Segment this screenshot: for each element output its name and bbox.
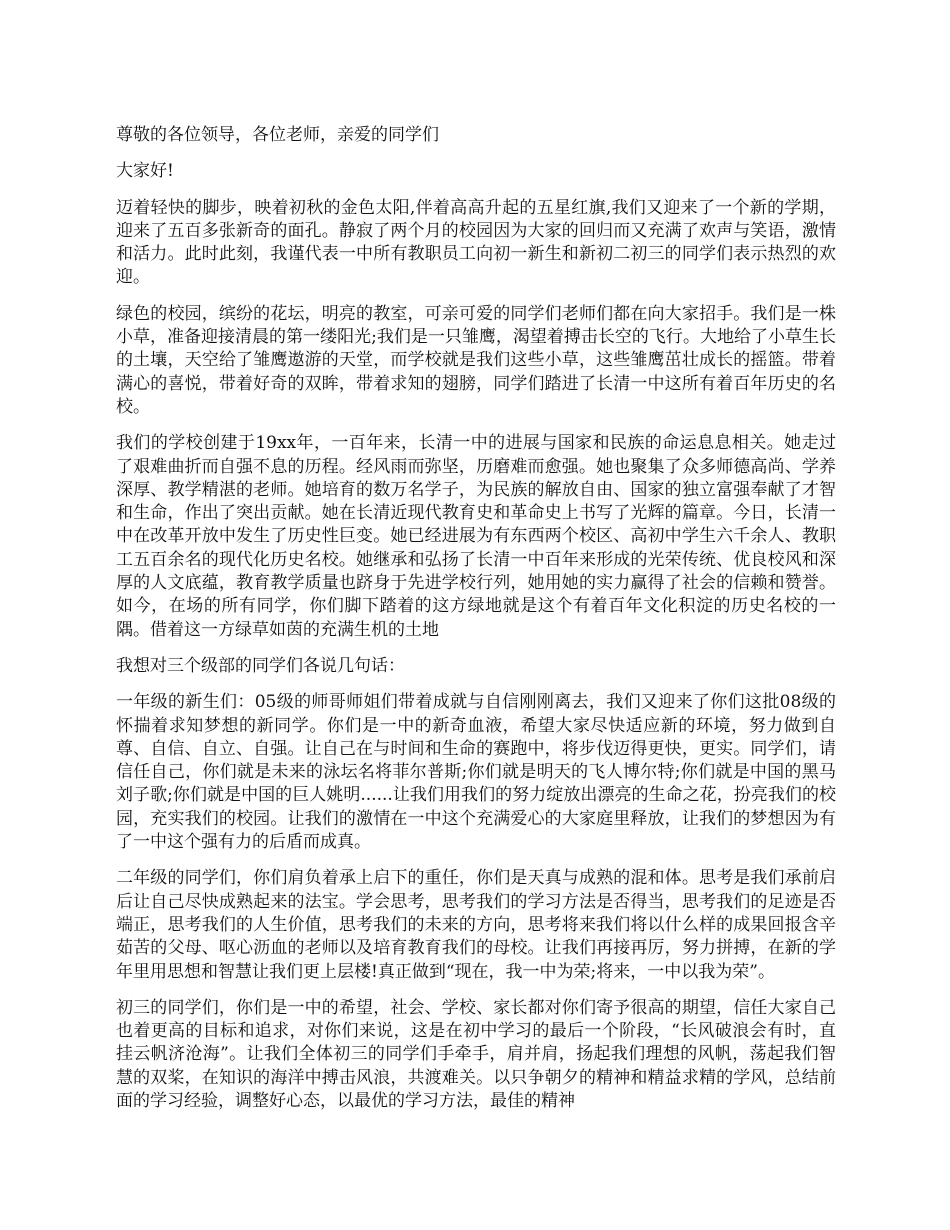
paragraph-grade-two: 二年级的同学们，你们肩负着承上启下的重任，你们是天真与成熟的混和体。思考是我们承前启后让自己尽快成熟起来的法宝。学会思考，思考我们的学习方法是否得当，思考我们的足迹是否端正，思考我们的人生价值，思考我们的未来的方向，思考将来我们将以什么样的成果回报含辛茹苦的父母、呕心沥血的老师以及培育教育我们的母校。让我们再接再厉，努力拼搏，在新的学年里用思想和智慧让我们更上层楼!真正做到“现在，我一中为荣;将来，一中以我为荣”。 [116,868,836,982]
paragraph-grade-one: 一年级的新生们：05级的师哥师姐们带着成就与自信刚刚离去，我们又迎来了你们这批08级的怀揣着求知梦想的新同学。你们是一中的新奇血液，希望大家尽快适应新的环境，努力做到自尊、自信、自立、自强。让自己在与时间和生命的赛跑中，将步伐迈得更快，更实。同学们，请信任自己，你们就是未来的泳坛名将菲尔普斯;你们就是明天的飞人博尔特;你们就是中国的黑马刘子歌;你们就是中国的巨人姚明......让我们用我们的努力绽放出漂亮的生命之花，扮亮我们的校园，充实我们的校园。让我们的激情在一中这个充满爱心的大家庭里释放，让我们的梦想因为有了一中这个强有力的后盾而成真。 [116,692,836,853]
greeting: 大家好! [116,161,174,182]
salutation: 尊敬的各位领导，各位老师，亲爱的同学们 [116,125,439,145]
paragraph-school-history: 我们的学校创建于19xx年，一百年来，长清一中的进展与国家和民族的命运息息相关。她走过了艰难曲折而自强不息的历程。经风雨而弥坚，历磨难而愈强。她也聚集了众多师德高尚、学养深厚、教学精湛的老师。她培育的数万名学子，为民族的解放自由、国家的独立富强奉献了才智和生命，作出了突出贡献。她在长清近现代教育史和革命史上书写了光辉的篇章。今日，长清一中在改革开放中发生了历史性巨变。她已经进展为有东西两个校区、高初中学生六千余人、教职工五百余名的现代化历史名校。她继承和弘扬了长清一中百年来形成的光荣传统、优良校风和深厚的人文底蕴，教育教学质量也跻身于先进学校行列，她用她的实力赢得了社会的信赖和赞誉。如今，在场的所有同学，你们脚下踏着的这方绿地就是这个有着百年文化积淀的历史名校的一隅。借着这一方绿草如茵的充满生机的土地 [116,433,836,640]
paragraph-intro-grades: 我想对三个级部的同学们各说几句话： [116,655,405,676]
document-page [116,124,836,1126]
paragraph-campus: 绿色的校园，缤纷的花坛，明亮的教室，可亲可爱的同学们老师们都在向大家招手。我们是一株小草，准备迎接清晨的第一缕阳光;我们是一只雏鹰，渴望着搏击长空的飞行。大地给了小草生长的土壤，天空给了雏鹰遨游的天堂，而学校就是我们这些小草，这些雏鹰茁壮成长的摇篮。带着满心的喜悦，带着好奇的双眸，带着求知的翅膀，同学们踏进了长清一中这所有着百年历史的名校。 [116,303,836,417]
paragraph-welcome: 迈着轻快的脚步，映着初秋的金色太阳,伴着高高升起的五星红旗,我们又迎来了一个新的学期，迎来了五百多张新奇的面孔。静寂了两个月的校园因为大家的回归而又充满了欢声与笑语，激情和活力。此时此刻，我谨代表一中所有教职员工向初一新生和新初二初三的同学们表示热烈的欢迎。 [116,197,836,288]
paragraph-grade-three: 初三的同学们，你们是一中的希望，社会、学校、家长都对你们寄予很高的期望，信任大家自己也着更高的目标和追求，对你们来说，这是在初中学习的最后一个阶段，“长风破浪会有时，直挂云帆济沧海”。让我们全体初三的同学们手牵手，肩并肩，扬起我们理想的风帆，荡起我们智慧的双桨，在知识的海洋中搏击风浪，共渡难关。以只争朝夕的精神和精益求精的学风，总结前面的学习经验，调整好心态，以最优的学习方法，最佳的精神 [116,997,836,1111]
